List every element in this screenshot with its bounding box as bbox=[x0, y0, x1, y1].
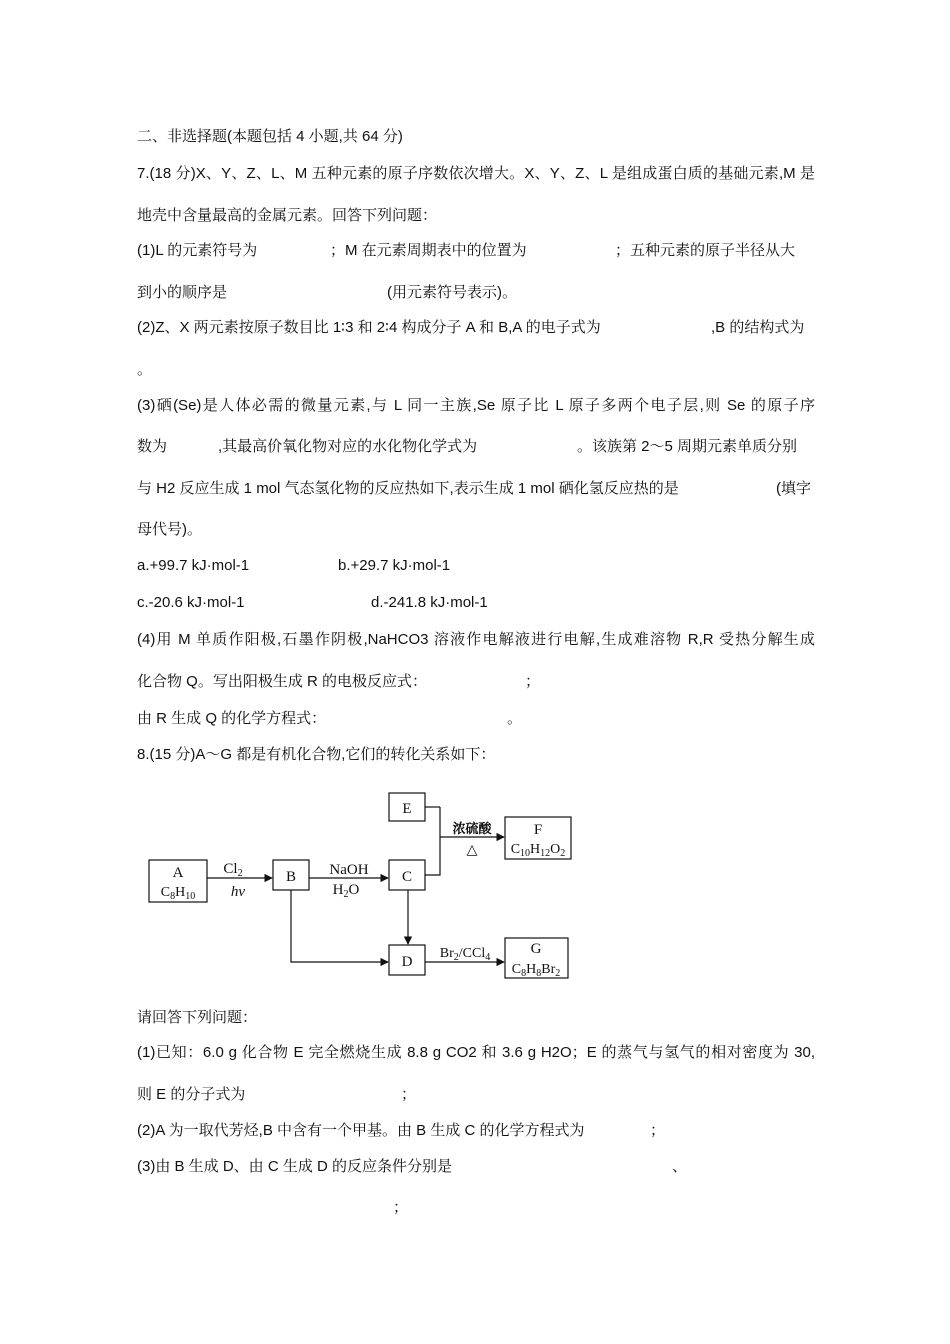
q7-option-b: b.+29.7 kJ·mol-1 bbox=[338, 557, 451, 574]
formula-f: $C_{10}H_{12}O_2$ bbox=[510, 842, 566, 859]
arrow-b-to-d bbox=[291, 890, 388, 962]
label-d: D bbox=[401, 954, 413, 970]
q7-part4-line3-end: 。 bbox=[507, 710, 523, 727]
q7-part2-text: (2)Z、X 两元素按原子数目比 1∶3 和 2∶4 构成分子 A 和 B,A 的电子式为 bbox=[137, 319, 601, 336]
q8-part2-end: ； bbox=[650, 1122, 666, 1139]
q7-option-c: c.-20.6 kJ·mol-1 bbox=[137, 594, 245, 611]
q7-part2-b-structure: ,B 的结构式为 bbox=[711, 319, 805, 336]
q7-part2-end: 。 bbox=[137, 361, 153, 378]
q8-prompt: 请回答下列问题： bbox=[137, 1009, 258, 1026]
q7-part1-line2: 到小的顺序是 bbox=[137, 284, 228, 301]
label-f: F bbox=[533, 822, 543, 838]
q7-stem-line2: 地壳中含量最高的金属元素。回答下列问题： bbox=[137, 207, 438, 224]
q8-part3-text: (3)由 B 生成 D、由 C 生成 D 的反应条件分别是 bbox=[137, 1158, 453, 1175]
q8-part3-end: ； bbox=[393, 1199, 409, 1216]
q7-part1-end: ；五种元素的原子半径从大 bbox=[615, 242, 796, 259]
q8-part1-line2: 则 E 的分子式为 bbox=[137, 1086, 246, 1103]
formula-g: $C_8H_8Br_2$ bbox=[511, 962, 561, 979]
reagent-h2o: $H_2O$ bbox=[332, 882, 360, 900]
q7-part3-line2-a: 数为 bbox=[137, 438, 168, 455]
q7-part3-line3-b: (填字 bbox=[776, 480, 811, 497]
line-c-to-junction bbox=[425, 807, 440, 875]
q7-part3-line2-c: 。该族第 2～5 周期元素单质分别 bbox=[577, 438, 798, 455]
label-c: C bbox=[401, 869, 413, 885]
formula-a: $C_8H_{10}$ bbox=[160, 885, 196, 902]
label-g: G bbox=[530, 941, 542, 957]
label-e: E bbox=[402, 801, 412, 817]
q8-part1-line2-end: ； bbox=[401, 1086, 417, 1103]
label-b: B bbox=[285, 869, 297, 885]
label-a: A bbox=[172, 865, 184, 881]
q7-part1-line2-note: (用元素符号表示)。 bbox=[387, 284, 517, 301]
q7-part4-line2: 化合物 Q。写出阳极生成 R 的电极反应式： bbox=[137, 673, 428, 690]
q8-part1-line1: (1)已知：6.0 g 化合物 E 完全燃烧生成 8.8 g CO2 和 3.6 g H2O；E 的蒸气与氢气的相对密度为 30, bbox=[137, 1044, 815, 1061]
q7-part1-label: (1)L 的元素符号为 bbox=[137, 242, 258, 259]
q7-part3-line4: 母代号)。 bbox=[137, 521, 202, 538]
q8-part2-text: (2)A 为一取代芳烃,B 中含有一个甲基。由 B 生成 C 的化学方程式为 bbox=[137, 1122, 585, 1139]
q7-option-a: a.+99.7 kJ·mol-1 bbox=[137, 557, 250, 574]
reagent-conc-sulfuric: 浓硫酸 bbox=[452, 822, 492, 837]
q7-option-d: d.-241.8 kJ·mol-1 bbox=[371, 594, 488, 611]
q7-part4-line2-end: ； bbox=[525, 673, 541, 690]
reagent-hv: hv bbox=[230, 884, 246, 900]
q7-part3-line3-a: 与 H2 反应生成 1 mol 气态氢化物的反应热如下,表示生成 1 mol 硒化氢反应热的是 bbox=[137, 480, 679, 497]
reagent-heat: △ bbox=[466, 842, 478, 858]
q8-stem: 8.(15 分)A～G 都是有机化合物,它们的转化关系如下： bbox=[137, 746, 496, 763]
q7-part3-line2-b: ,其最高价氧化物对应的水化物化学式为 bbox=[218, 438, 478, 455]
q7-stem-line1: 7.(18 分)X、Y、Z、L、M 五种元素的原子序数依次增大。X、Y、Z、L 是组成蛋白质的基础元素,M 是 bbox=[137, 165, 815, 182]
q8-part3-sep: 、 bbox=[672, 1158, 688, 1175]
q7-part1-mid: ；M 在元素周期表中的位置为 bbox=[330, 242, 527, 259]
q7-part4-line3: 由 R 生成 Q 的化学方程式： bbox=[137, 710, 327, 727]
q7-part4-line1: (4)用 M 单质作阳极,石墨作阴极,NaHCO3 溶液作电解液进行电解,生成难溶物 R,R 受热分解生成 bbox=[137, 631, 815, 648]
reagent-naoh: NaOH bbox=[329, 862, 369, 878]
q7-part3-line1: (3)硒(Se)是人体必需的微量元素,与 L 同一主族,Se 原子比 L 原子多两个电子层,则 Se 的原子序 bbox=[137, 397, 815, 414]
reagent-br2-ccl4: $Br_2/CCl_4$ bbox=[439, 946, 491, 963]
section-title: 二、非选择题(本题包括 4 小题,共 64 分) bbox=[137, 128, 403, 145]
reaction-scheme-diagram bbox=[0, 785, 950, 995]
reagent-cl2: $Cl_2$ bbox=[223, 861, 243, 879]
